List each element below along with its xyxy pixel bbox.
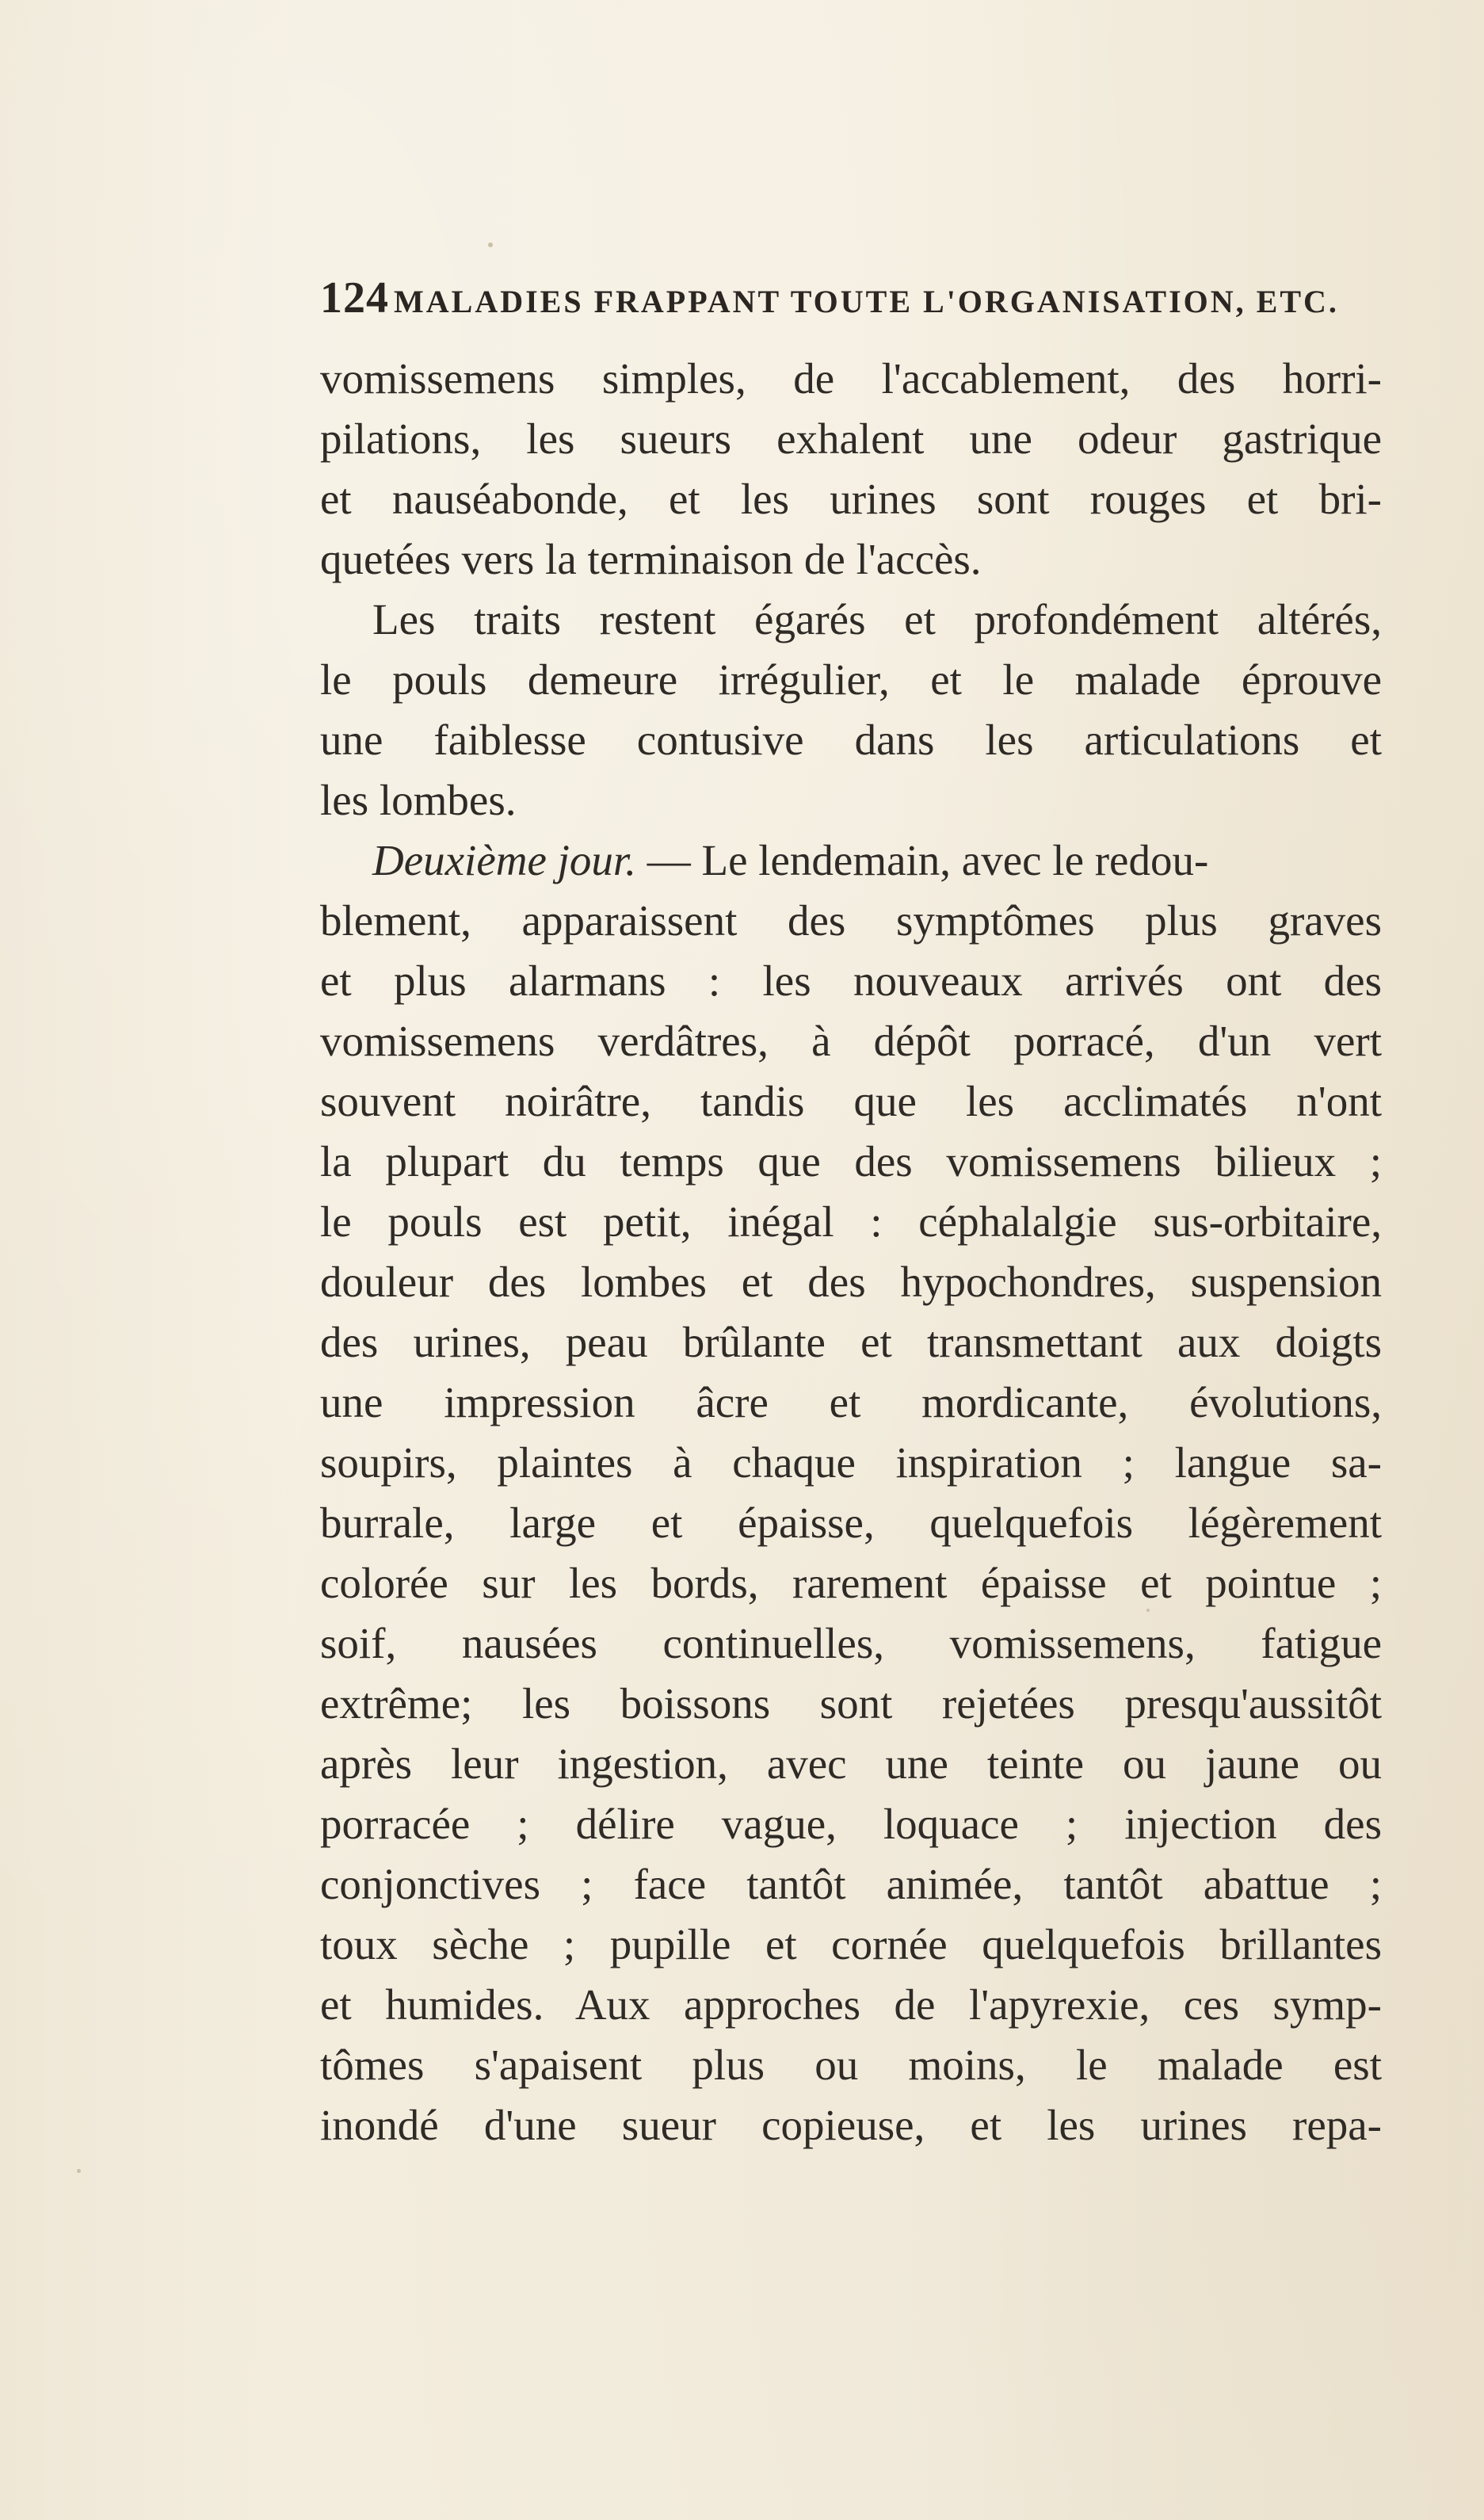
paper-speck [488,242,493,247]
text-line: Les traits restent égarés et profondément altérés, [372,595,1382,643]
text-line: pilations, les sueurs exhalent une odeur gastrique [320,414,1382,463]
paper-speck [77,2169,81,2173]
text-line: porracée ; délire vague, loquace ; injection des [320,1800,1382,1848]
text-line: quetées vers la terminaison de l'accès. [320,535,982,583]
text-line: douleur des lombes et des hypochondres, suspension [320,1258,1382,1306]
text-line: conjonctives ; face tantôt animée, tantôt abattue ; [320,1860,1382,1908]
text-line: souvent noirâtre, tandis que les acclimatés n'ont [320,1077,1382,1125]
text-line: soif, nausées continuelles, vomissemens, fatigue [320,1619,1382,1667]
text-line: les lombes. [320,776,517,824]
text-line: et nauséabonde, et les urines sont rouges et bri- [320,475,1382,523]
text-line: après leur ingestion, avec une teinte ou jaune ou [320,1739,1382,1788]
text-line: une faiblesse contusive dans les articulations et [320,716,1382,764]
text-line: vomissemens verdâtres, à dépôt porracé, d'un vert [320,1017,1382,1065]
text-line: et plus alarmans : les nouveaux arrivés ont des [320,956,1382,1005]
text-line: des urines, peau brûlante et transmettant aux doigts [320,1318,1382,1366]
text-line: le pouls est petit, inégal : céphalalgie sus-orbitaire, [320,1197,1382,1246]
text-line: tômes s'apaisent plus ou moins, le malade est [320,2041,1382,2089]
text-line: extrême; les boissons sont rejetées presqu'aussitôt [320,1679,1382,1728]
running-header [320,273,1382,328]
text-line: le pouls demeure irrégulier, et le malade éprouve [320,655,1382,704]
text-line: et humides. Aux approches de l'apyrexie, ces symp- [320,1980,1382,2029]
text-line: soupirs, plaintes à chaque inspiration ; langue sa- [320,1438,1382,1487]
text-line: vomissemens simples, de l'accablement, des horri- [320,354,1382,403]
text-line: burrale, large et épaisse, quelquefois légèrement [320,1499,1382,1547]
text-line: blement, apparaissent des symptômes plus graves [320,896,1382,945]
text-run: — Le lendemain, avec le redou- [635,836,1209,884]
text-line: colorée sur les bords, rarement épaisse et pointue ; [320,1559,1382,1607]
text-line: une impression âcre et mordicante, évolutions, [320,1378,1382,1426]
text-line: inondé d'une sueur copieuse, et les urines repa- [320,2101,1382,2149]
text-line [320,830,1382,891]
section-heading: Deuxième jour. [372,836,636,884]
page-number: 124 [320,273,389,323]
text-line: toux sèche ; pupille et cornée quelquefois brillantes [320,1920,1382,1968]
running-title: MALADIES FRAPPANT TOUTE L'ORGANISATION, ETC. [394,284,1339,319]
body-text [320,349,1382,2155]
text-line: la plupart du temps que des vomissemens bilieux ; [320,1137,1382,1186]
